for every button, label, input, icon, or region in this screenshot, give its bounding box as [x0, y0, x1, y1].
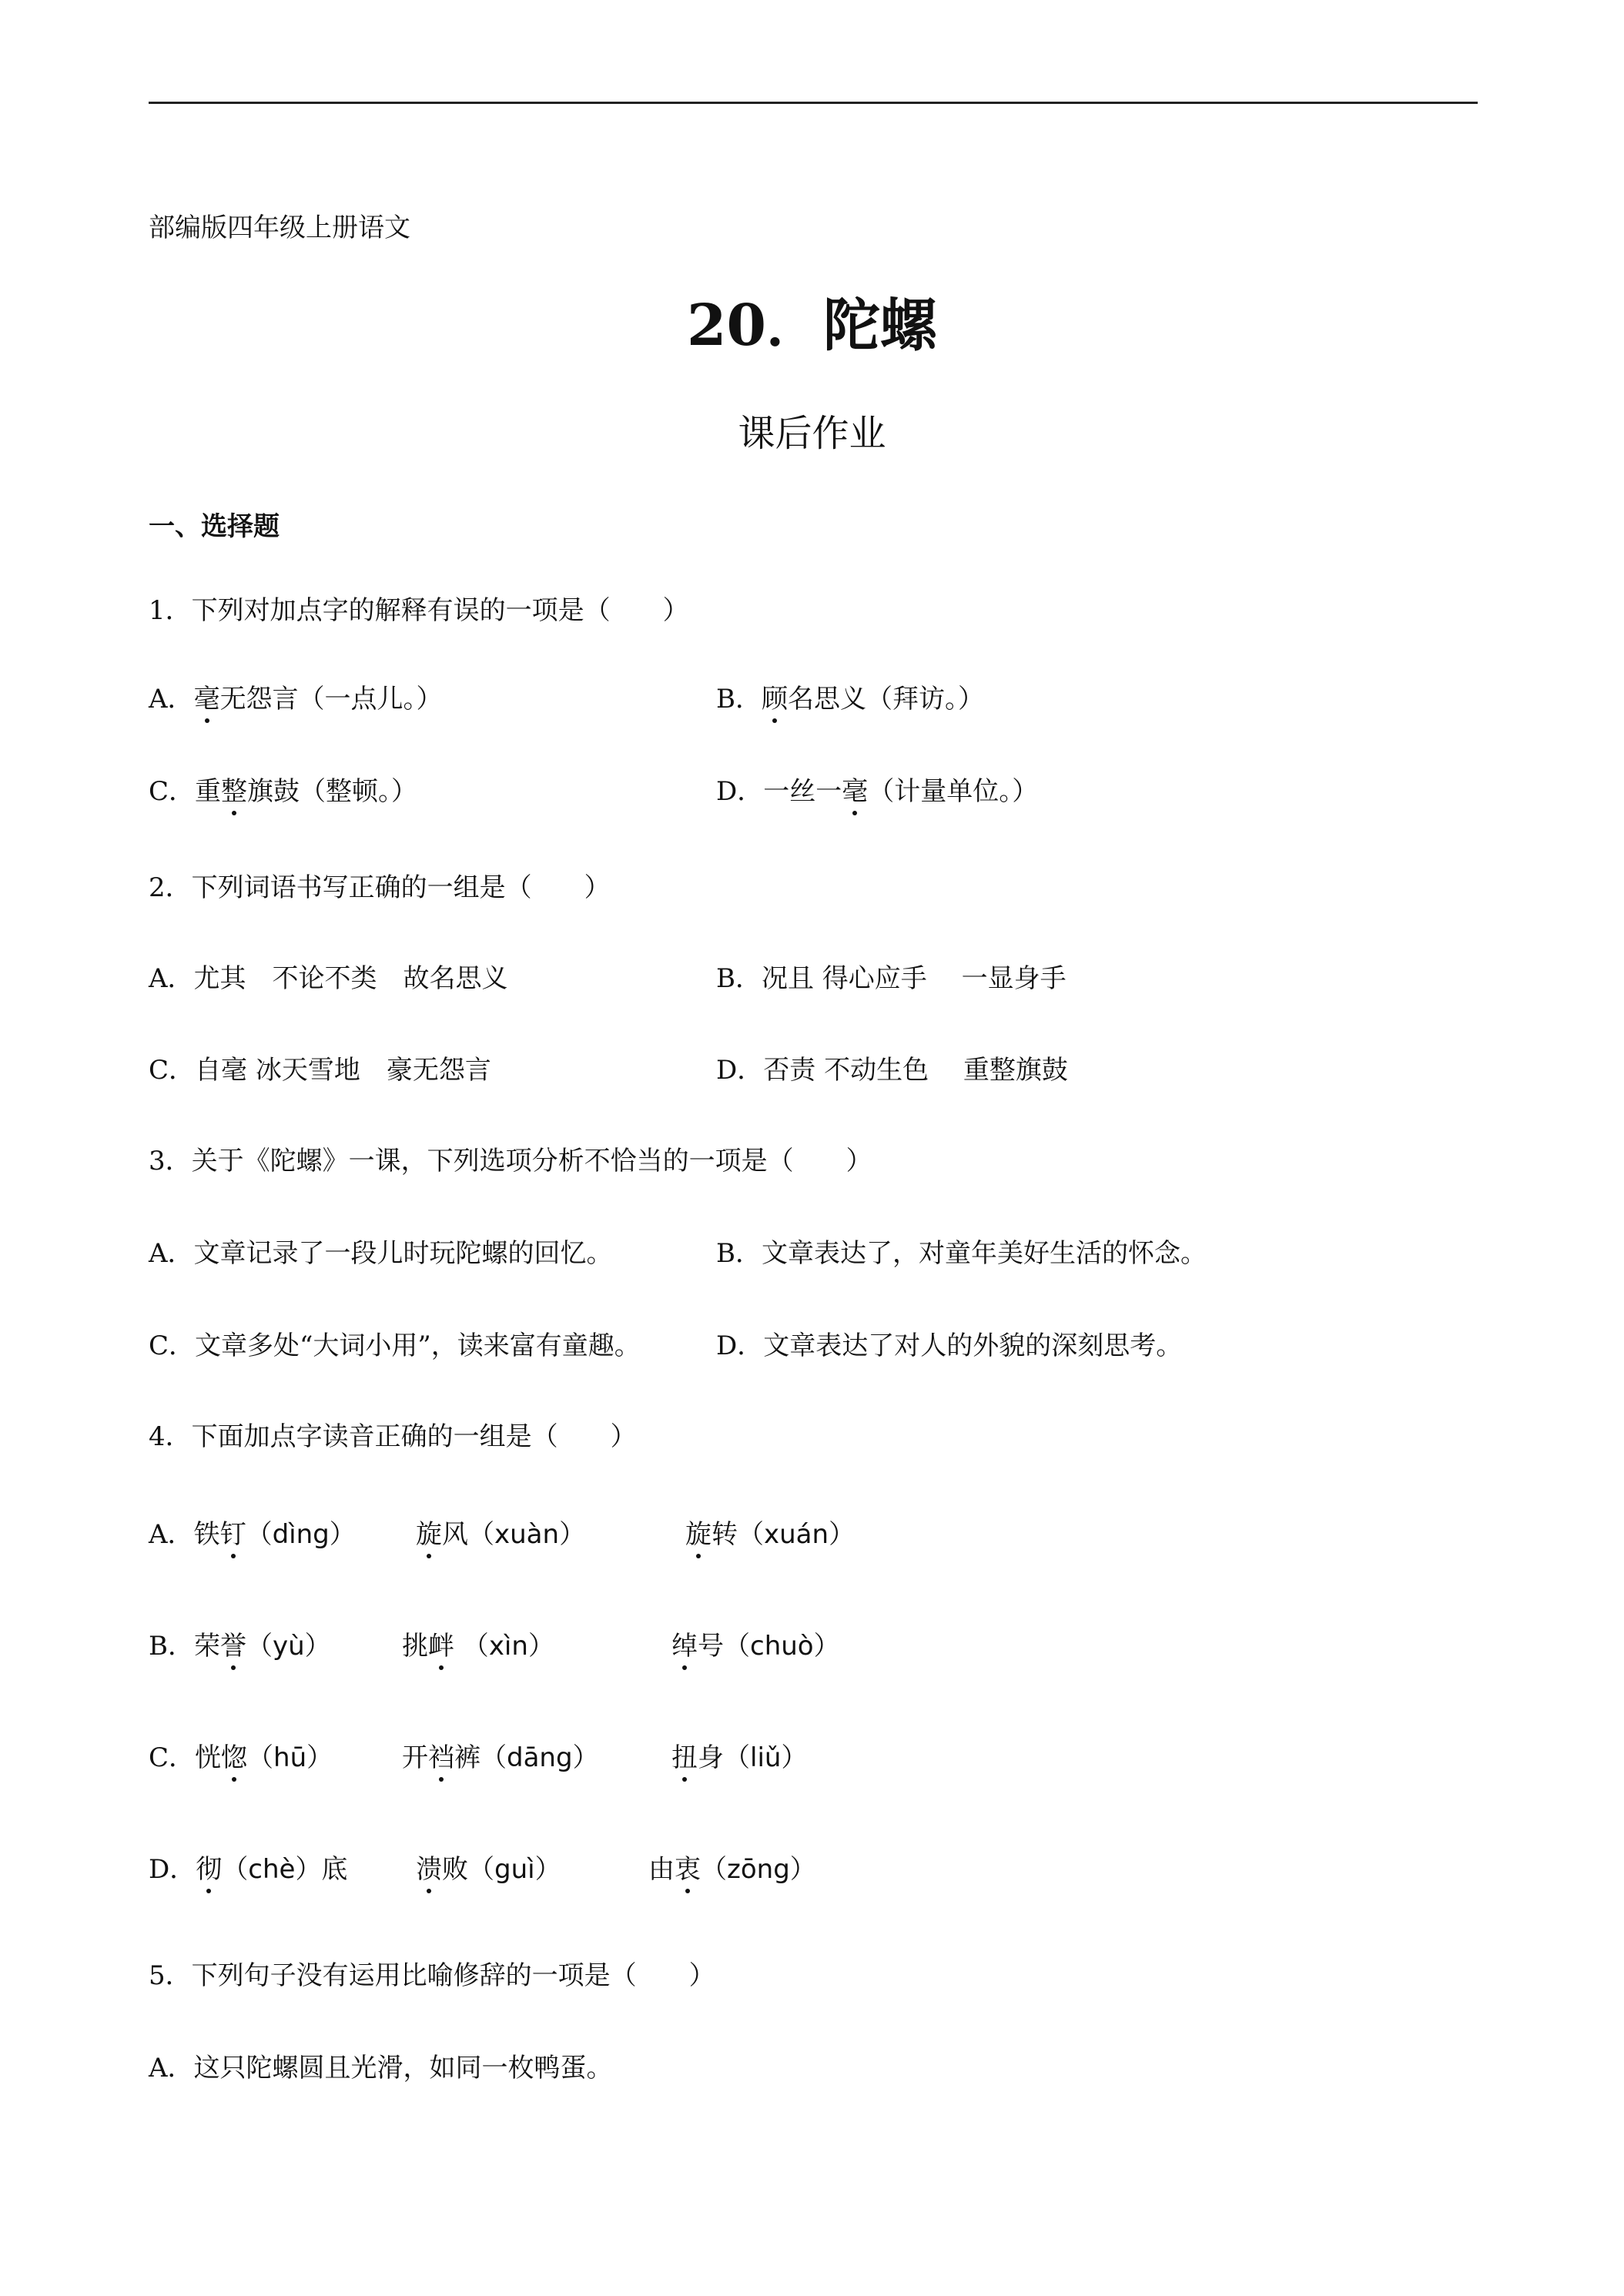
- q1-option-d: [716, 770, 1038, 808]
- q4-option-c-item-2: [402, 1736, 599, 1774]
- q4-option-d-item-2: [416, 1848, 561, 1886]
- q4-option-d-item-3: [648, 1848, 816, 1886]
- option-text: （: [222, 1854, 249, 1885]
- option-text: 无怨言（一点儿。）: [219, 684, 443, 715]
- q4-option-b-item-2: [402, 1625, 554, 1662]
- page-subtitle: 课后作业: [738, 412, 886, 455]
- option-text: ）: [304, 1631, 331, 1662]
- option-text: 身（: [698, 1742, 750, 1773]
- option-text: ）: [781, 1742, 808, 1773]
- option-text: （: [246, 1519, 273, 1550]
- option-text: 号（: [698, 1631, 750, 1662]
- dotted-char: 裆: [428, 1736, 454, 1774]
- option-text: 旗鼓（整顿。）: [247, 776, 418, 807]
- option-text: （: [247, 1742, 274, 1773]
- option-text: 铁: [193, 1519, 220, 1550]
- q3-option-c: C．文章多处“大词小用”，读来富有童趣。: [149, 1330, 641, 1361]
- dotted-char: 誉: [220, 1625, 246, 1662]
- dotted-char: 旋: [416, 1513, 442, 1551]
- subject-line: 部编版四年级上册语文: [149, 213, 410, 243]
- option-text: 荣: [194, 1631, 220, 1662]
- option-text: 名思义（拜访。）: [788, 684, 984, 715]
- q4-option-a-item-3: [685, 1513, 855, 1551]
- q4-option-b-item-3: [671, 1625, 840, 1662]
- q4-option-d-item-1: [149, 1848, 347, 1886]
- option-text: （: [454, 1631, 489, 1662]
- pinyin: xìn: [488, 1631, 528, 1662]
- pinyin: dìng: [272, 1519, 330, 1550]
- option-text: ）: [534, 1854, 561, 1885]
- q4-option-c-item-3: [671, 1736, 807, 1774]
- q2-option-b: B．况且 得心应手 一显身手: [716, 963, 1066, 994]
- pinyin: chè: [248, 1854, 296, 1885]
- q3-option-b: B．文章表达了，对童年美好生活的怀念。: [716, 1238, 1207, 1269]
- q4-option-a-item-1: [149, 1513, 356, 1551]
- option-text: 由: [648, 1854, 675, 1885]
- dotted-char: 溃: [416, 1848, 442, 1886]
- dotted-char: 旋: [685, 1513, 712, 1551]
- option-text: ）: [813, 1631, 840, 1662]
- dotted-char: 衷: [675, 1848, 701, 1886]
- pinyin: xuán: [764, 1519, 829, 1550]
- option-text: ）: [306, 1742, 333, 1773]
- dotted-char: 彻: [196, 1848, 222, 1886]
- header-rule: [149, 102, 1478, 104]
- option-text: 恍: [195, 1742, 222, 1773]
- option-label: C．: [149, 1742, 196, 1773]
- option-label: B．: [716, 684, 762, 715]
- option-text: 开: [402, 1742, 428, 1773]
- option-text: ）: [329, 1519, 356, 1550]
- question-2-stem: 2．下列词语书写正确的一组是（ ）: [149, 872, 611, 903]
- pinyin: hū: [273, 1742, 307, 1773]
- option-text: 挑: [402, 1631, 428, 1662]
- q4-option-a-item-2: [416, 1513, 585, 1551]
- pinyin: xuàn: [494, 1519, 560, 1550]
- option-text: 风（: [442, 1519, 494, 1550]
- dotted-char: 惚: [221, 1736, 247, 1774]
- pinyin: dāng: [507, 1742, 573, 1773]
- option-text: ）: [527, 1631, 554, 1662]
- pinyin: chuò: [750, 1631, 814, 1662]
- option-text: ）底: [295, 1854, 348, 1885]
- q2-option-d: D．否责 不动生色 重整旗鼓: [716, 1055, 1068, 1086]
- option-label: A．: [149, 1519, 194, 1550]
- option-text: （: [246, 1631, 273, 1662]
- q3-option-d: D．文章表达了对人的外貌的深刻思考。: [716, 1330, 1183, 1361]
- q1-option-a: [149, 678, 443, 715]
- option-label: A．: [149, 684, 194, 715]
- q2-option-c: C．自毫 冰天雪地 豪无怨言: [149, 1055, 491, 1086]
- q2-option-a: A．尤其 不论不类 故名思义: [149, 963, 508, 994]
- dotted-char: 衅: [428, 1625, 454, 1662]
- question-5-stem: 5．下列句子没有运用比喻修辞的一项是（ ）: [149, 1960, 715, 1991]
- dotted-char: 毫: [842, 770, 868, 808]
- dotted-char: 顾: [762, 678, 788, 715]
- q3-option-a: A．文章记录了一段儿时玩陀螺的回忆。: [149, 1238, 613, 1269]
- section-heading: 一、选择题: [149, 511, 280, 542]
- option-text: ）: [789, 1854, 816, 1885]
- option-text: 一丝一: [763, 776, 842, 807]
- option-text: 裤（: [454, 1742, 507, 1773]
- option-text: ）: [829, 1519, 856, 1550]
- question-3-stem: 3．关于《陀螺》一课，下列选项分析不恰当的一项是（ ）: [149, 1146, 872, 1176]
- option-text: 重: [195, 776, 222, 807]
- q4-option-b-item-1: [149, 1625, 331, 1662]
- q5-option-a: A．这只陀螺圆且光滑，如同一枚鸭蛋。: [149, 2053, 613, 2083]
- q1-option-c: [149, 770, 417, 808]
- question-1-stem: 1．下列对加点字的解释有误的一项是（ ）: [149, 595, 689, 626]
- dotted-char: 钉: [220, 1513, 246, 1551]
- option-text: ）: [572, 1742, 599, 1773]
- option-text: 转（: [712, 1519, 764, 1550]
- q1-option-b: [716, 678, 984, 715]
- pinyin: zōng: [727, 1854, 790, 1885]
- dotted-char: 绰: [671, 1625, 698, 1662]
- pinyin: liǔ: [750, 1742, 782, 1773]
- dotted-char: 扭: [671, 1736, 698, 1774]
- option-text: 败（: [442, 1854, 494, 1885]
- option-text: （: [701, 1854, 727, 1885]
- page-title: 20．陀螺: [687, 293, 937, 359]
- question-4-stem: 4．下面加点字读音正确的一组是（ ）: [149, 1421, 637, 1452]
- q4-option-c-item-1: [149, 1736, 333, 1774]
- dotted-char: 整: [221, 770, 247, 808]
- option-text: ）: [559, 1519, 586, 1550]
- pinyin: guì: [494, 1854, 535, 1885]
- option-label: D．: [149, 1854, 196, 1885]
- option-label: D．: [716, 776, 764, 807]
- option-label: C．: [149, 776, 196, 807]
- option-text: （计量单位。）: [868, 776, 1039, 807]
- option-label: B．: [149, 1631, 194, 1662]
- pinyin: yù: [273, 1631, 305, 1662]
- dotted-char: 毫: [194, 678, 220, 715]
